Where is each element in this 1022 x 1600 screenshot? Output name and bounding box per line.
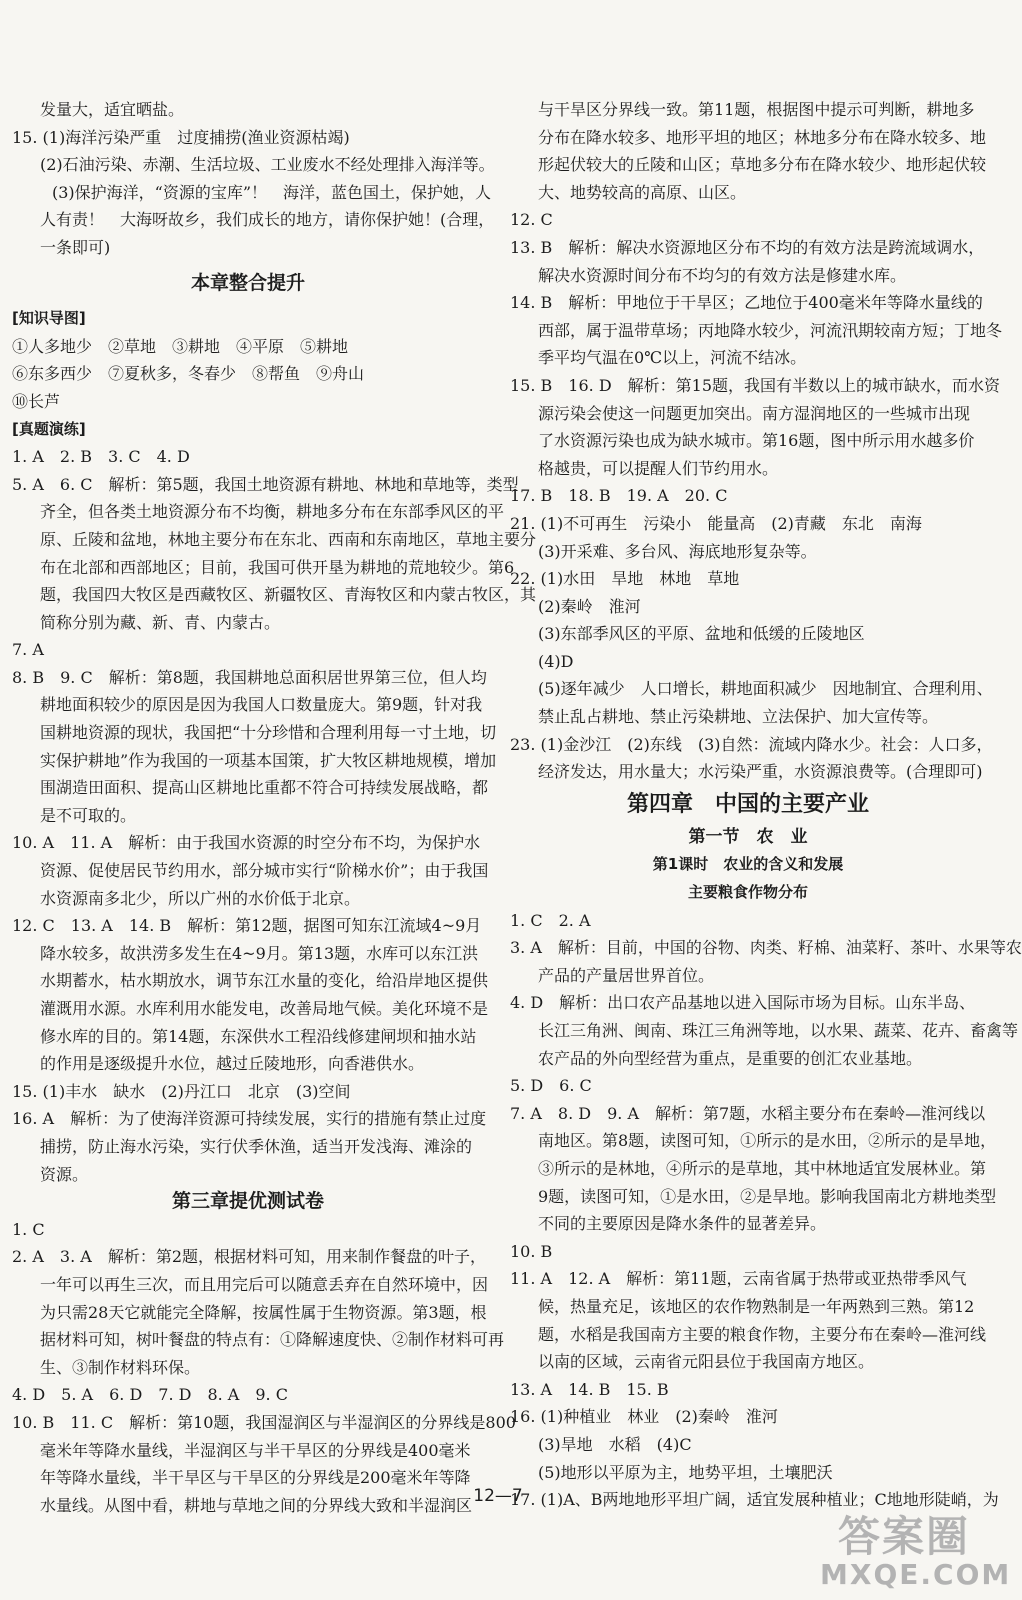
text-line: (3)保护海洋，“资源的宝库”！ 海洋，蓝色国土，保护她，人 bbox=[52, 182, 492, 202]
text-line: 实保护耕地”作为我国的一项基本国策，扩大牧区耕地规模，增加 bbox=[40, 750, 497, 770]
text-line: 简称分别为藏、新、青、内蒙古。 bbox=[40, 612, 281, 632]
text-line: 1. C bbox=[12, 1219, 45, 1239]
text-line: 禁止乱占耕地、禁止污染耕地、立法保护、加大宣传等。 bbox=[538, 707, 939, 727]
text-line: 3. A 解析：目前，中国的谷物、肉类、籽棉、油菜籽、茶叶、水果等农 bbox=[510, 938, 1022, 958]
text-line: 16. (1)种植业 林业 (2)秦岭 淮河 bbox=[510, 1407, 778, 1427]
text-line: 17. B 18. B 19. A 20. C bbox=[510, 486, 728, 506]
text-line: 原、丘陵和盆地，林地主要分布在东北、西南和东南地区，草地主要分 bbox=[40, 529, 537, 549]
text-line: 格越贵，可以提醒人们节约用水。 bbox=[538, 458, 779, 478]
text-line: 一条即可) bbox=[40, 237, 111, 257]
text-line: 耕地面积较少的原因是因为我国人口数量庞大。第9题，针对我 bbox=[40, 695, 483, 715]
text-line: 13. B 解析：解决水资源地区分布不均的有效方法是跨流域调水， bbox=[510, 237, 985, 257]
text-line: 经济发达，用水量大；水污染严重，水资源浪费等。(合理即可) bbox=[538, 762, 983, 782]
text-line: 大、地势较高的高原、山区。 bbox=[538, 182, 747, 202]
text-line: 齐全，但各类土地资源分布不均衡，耕地多分布在东部季风区的平 bbox=[40, 502, 505, 522]
text-line: 降水较多，故洪涝多发生在4~9月。第13题，水库可以东江洪 bbox=[40, 943, 479, 963]
text-line: 22. (1)水田 旱地 林地 草地 bbox=[510, 569, 740, 589]
text-line: ⑩长芦 bbox=[12, 391, 61, 411]
watermark-url: MXQE.COM bbox=[820, 1558, 1012, 1591]
text-line: (5)逐年减少 人口增长，耕地面积减少 因地制宜、合理利用、 bbox=[538, 679, 993, 699]
text-line: 5. A 6. C 解析：第5题，我国土地资源有耕地、林地和草地等，类型 bbox=[12, 474, 519, 494]
text-line: 10. B 11. C 解析：第10题，我国湿润区与半湿润区的分界线是800 bbox=[12, 1412, 516, 1432]
text-line: 不同的主要原因是降水条件的显著差异。 bbox=[538, 1214, 827, 1234]
text-line: 21. (1)不可再生 污染小 能量高 (2)青藏 东北 南海 bbox=[510, 513, 922, 533]
text-line: 水量线。从图中看，耕地与草地之间的分界线大致和半湿润区 bbox=[40, 1495, 473, 1515]
text-line: (3)旱地 水稻 (4)C bbox=[538, 1434, 692, 1454]
text-line: 17. (1)A、B两地地形平坦广阔，适宜发展种植业；C地地形陡峭，为 bbox=[510, 1490, 999, 1510]
text-line: 13. A 14. B 15. B bbox=[510, 1379, 669, 1399]
right-column bbox=[510, 96, 1022, 1514]
text-line: 与干旱区分界线一致。第11题，根据图中提示可判断，耕地多 bbox=[538, 100, 975, 119]
text-line: 1. C 2. A bbox=[510, 910, 591, 930]
text-line: 农产品的外向型经营为重点，是重要的创汇农业基地。 bbox=[538, 1048, 923, 1068]
text-line: 2. A 3. A 解析：第2题，根据材料可知，用来制作餐盘的叶子， bbox=[12, 1247, 486, 1267]
text-line: 12. C bbox=[510, 210, 553, 230]
text-line: 人有责！ 大海呀故乡，我们成长的地方，请你保护她！(合理， bbox=[40, 210, 495, 230]
text-line: 10. B bbox=[510, 1241, 553, 1261]
text-line: 灌溉用水源。水库利用水能发电，改善局地气候。美化环境不是 bbox=[40, 999, 489, 1018]
text-line: 为只需28天它就能完全降解，按属性属于生物资源。第3题，根 bbox=[40, 1302, 487, 1322]
heading: [知识导图] bbox=[12, 309, 86, 328]
text-line: 水资源南多北少，所以广州的水价低于北京。 bbox=[40, 888, 361, 908]
text-line: 23. (1)金沙江 (2)东线 (3)自然：流域内降水少。社会：人口多， bbox=[510, 734, 993, 754]
text-line: 7. A bbox=[12, 640, 44, 660]
text-line: (2)秦岭 淮河 bbox=[538, 596, 641, 616]
text-line: 生、③制作材料环保。 bbox=[40, 1357, 201, 1377]
text-line: 了水资源污染也成为缺水城市。第16题，图中所示用水越多价 bbox=[538, 431, 975, 451]
text-line: 15. (1)丰水 缺水 (2)丹江口 北京 (3)空间 bbox=[12, 1081, 351, 1101]
heading: 第1课时 农业的含义和发展 bbox=[652, 855, 844, 874]
text-line: 题，水稻是我国南方主要的粮食作物，主要分布在秦岭—淮河线 bbox=[538, 1324, 987, 1344]
text-line: 源污染会使这一问题更加突出。南方湿润地区的一些城市出现 bbox=[538, 403, 971, 423]
text-line: 发量大，适宜晒盐。 bbox=[40, 100, 185, 119]
watermark-logo bbox=[820, 1500, 1012, 1592]
text-line: 长江三角洲、闽南、珠江三角洲等地，以水果、蔬菜、花卉、畜禽等 bbox=[538, 1021, 1019, 1040]
text-line: 年等降水量线，半干旱区与干旱区的分界线是200毫米年等降 bbox=[40, 1468, 471, 1488]
text-line: 修水库的目的。第14题，东深供水工程沿线修建闸坝和抽水站 bbox=[40, 1026, 477, 1046]
text-line: 候，热量充足，该地区的农作物熟制是一年两熟到三熟。第12 bbox=[538, 1296, 975, 1316]
text-line: 产品的产量居世界首位。 bbox=[538, 965, 715, 985]
text-line: 季平均气温在0℃以上，河流不结冰。 bbox=[538, 348, 807, 368]
text-line: 14. B 解析：甲地位于干旱区；乙地位于400毫米年等降水量线的 bbox=[510, 293, 983, 313]
text-line: 4. D 5. A 6. D 7. D 8. A 9. C bbox=[12, 1385, 288, 1405]
heading: 本章整合提升 bbox=[190, 271, 305, 294]
text-line: 16. A 解析：为了使海洋资源可持续发展，实行的措施有禁止过度 bbox=[12, 1109, 487, 1129]
text-line: (4)D bbox=[538, 651, 574, 671]
text-line: 分布在降水较多、地形平坦的地区；林地多分布在降水较多、地 bbox=[538, 127, 987, 147]
text-line: 11. A 12. A 解析：第11题，云南省属于热带或亚热带季风气 bbox=[510, 1269, 967, 1289]
text-line: 围湖造田面积、提高山区耕地比重都不符合可持续发展战略，都 bbox=[40, 778, 489, 798]
text-line: 9题，读图可知，①是水田，②是旱地。影响我国南北方耕地类型 bbox=[538, 1186, 997, 1206]
text-line: 以南的区域，云南省元阳县位于我国南方地区。 bbox=[538, 1352, 875, 1372]
text-line: 资源。 bbox=[40, 1164, 89, 1184]
text-line: (3)开采难、多台风、海底地形复杂等。 bbox=[538, 541, 817, 561]
text-line: 解决水资源时间分布不均匀的有效方法是修建水库。 bbox=[538, 265, 907, 285]
spacer bbox=[12, 297, 484, 305]
heading: 第一节 农 业 bbox=[688, 826, 808, 847]
text-line: 是不可取的。 bbox=[40, 805, 137, 825]
text-line: 15. B 16. D 解析：第15题，我国有半数以上的城市缺水，而水资 bbox=[510, 375, 1001, 395]
text-line: 15. (1)海洋污染严重 过度捕捞(渔业资源枯竭) bbox=[12, 127, 350, 147]
text-line: 7. A 8. D 9. A 解析：第7题，水稻主要分布在秦岭—淮河线以 bbox=[510, 1103, 986, 1123]
text-line: ③所示的是林地，④所示的是草地，其中林地适宜发展林业。第 bbox=[538, 1158, 987, 1178]
text-line: (5)地形以平原为主，地势平坦，土壤肥沃 bbox=[538, 1462, 833, 1482]
text-line: 南地区。第8题，读图可知，①所示的是水田，②所示的是旱地， bbox=[538, 1131, 997, 1151]
text-line: 国耕地资源的现状，我国把“十分珍惜和合理利用每一寸土地，切 bbox=[40, 723, 497, 743]
page-number: 12—7 bbox=[473, 1486, 523, 1506]
heading: 第四章 中国的主要产业 bbox=[626, 791, 869, 817]
text-line: 的作用是逐级提升水位，越过丘陵地形，向香港供水。 bbox=[40, 1054, 425, 1074]
heading: [真题演练] bbox=[12, 419, 86, 438]
spacer bbox=[12, 262, 484, 270]
text-line: 形起伏较大的丘陵和山区；草地多分布在降水较少、地形起伏较 bbox=[538, 155, 987, 175]
text-line: 4. D 解析：出口农产品基地以进入国际市场为目标。山东半岛、 bbox=[510, 993, 976, 1013]
text-line: ①人多地少 ②草地 ③耕地 ④平原 ⑤耕地 bbox=[12, 336, 349, 356]
text-line: 一年可以再生三次，而且用完后可以随意丢弃在自然环境中，因 bbox=[40, 1274, 489, 1294]
text-line: 据材料可知，树叶餐盘的特点有：①降解速度快、②制作材料可再 bbox=[40, 1330, 505, 1350]
watermark-text: 答案圈 bbox=[837, 1512, 970, 1561]
text-line: ⑥东多西少 ⑦夏秋多，冬春少 ⑧帮鱼 ⑨舟山 bbox=[12, 364, 365, 384]
text-line: 水期蓄水，枯水期放水，调节东江水量的变化，给沿岸地区提供 bbox=[40, 971, 489, 991]
text-line: 题，我国四大牧区是西藏牧区、新疆牧区、青海牧区和内蒙古牧区，其 bbox=[40, 585, 537, 605]
text-line: 8. B 9. C 解析：第8题，我国耕地总面积居世界第三位，但人均 bbox=[12, 667, 487, 687]
text-line: 1. A 2. B 3. C 4. D bbox=[12, 447, 190, 467]
text-line: 捕捞，防止海水污染，实行伏季休渔，适当开发浅海、滩涂的 bbox=[40, 1136, 473, 1156]
text-line: 12. C 13. A 14. B 解析：第12题，据图可知东江流域4~9月 bbox=[12, 916, 482, 936]
text-line: 5. D 6. C bbox=[510, 1076, 592, 1096]
heading: 第三章提优测试卷 bbox=[171, 1190, 324, 1213]
text-line: (2)石油污染、赤潮、生活垃圾、工业废水不经处理排入海洋等。 bbox=[40, 155, 495, 175]
text-line: 毫米年等降水量线，半湿润区与半干旱区的分界线是400毫米 bbox=[40, 1440, 471, 1460]
text-line: 10. A 11. A 解析：由于我国水资源的时空分布不均，为保护水 bbox=[12, 833, 481, 853]
text-line: 西部，属于温带草场；丙地降水较少，河流汛期较南方短；丁地冬 bbox=[538, 320, 1003, 340]
text-line: 资源、促使居民节约用水，部分城市实行“阶梯水价”；由于我国 bbox=[40, 861, 489, 881]
heading: 主要粮食作物分布 bbox=[687, 883, 808, 902]
text-line: (3)东部季风区的平原、盆地和低缓的丘陵地区 bbox=[538, 624, 865, 644]
text-line: 布在北部和西部地区；目前，我国可供开垦为耕地的荒地较少。第6 bbox=[40, 557, 515, 577]
